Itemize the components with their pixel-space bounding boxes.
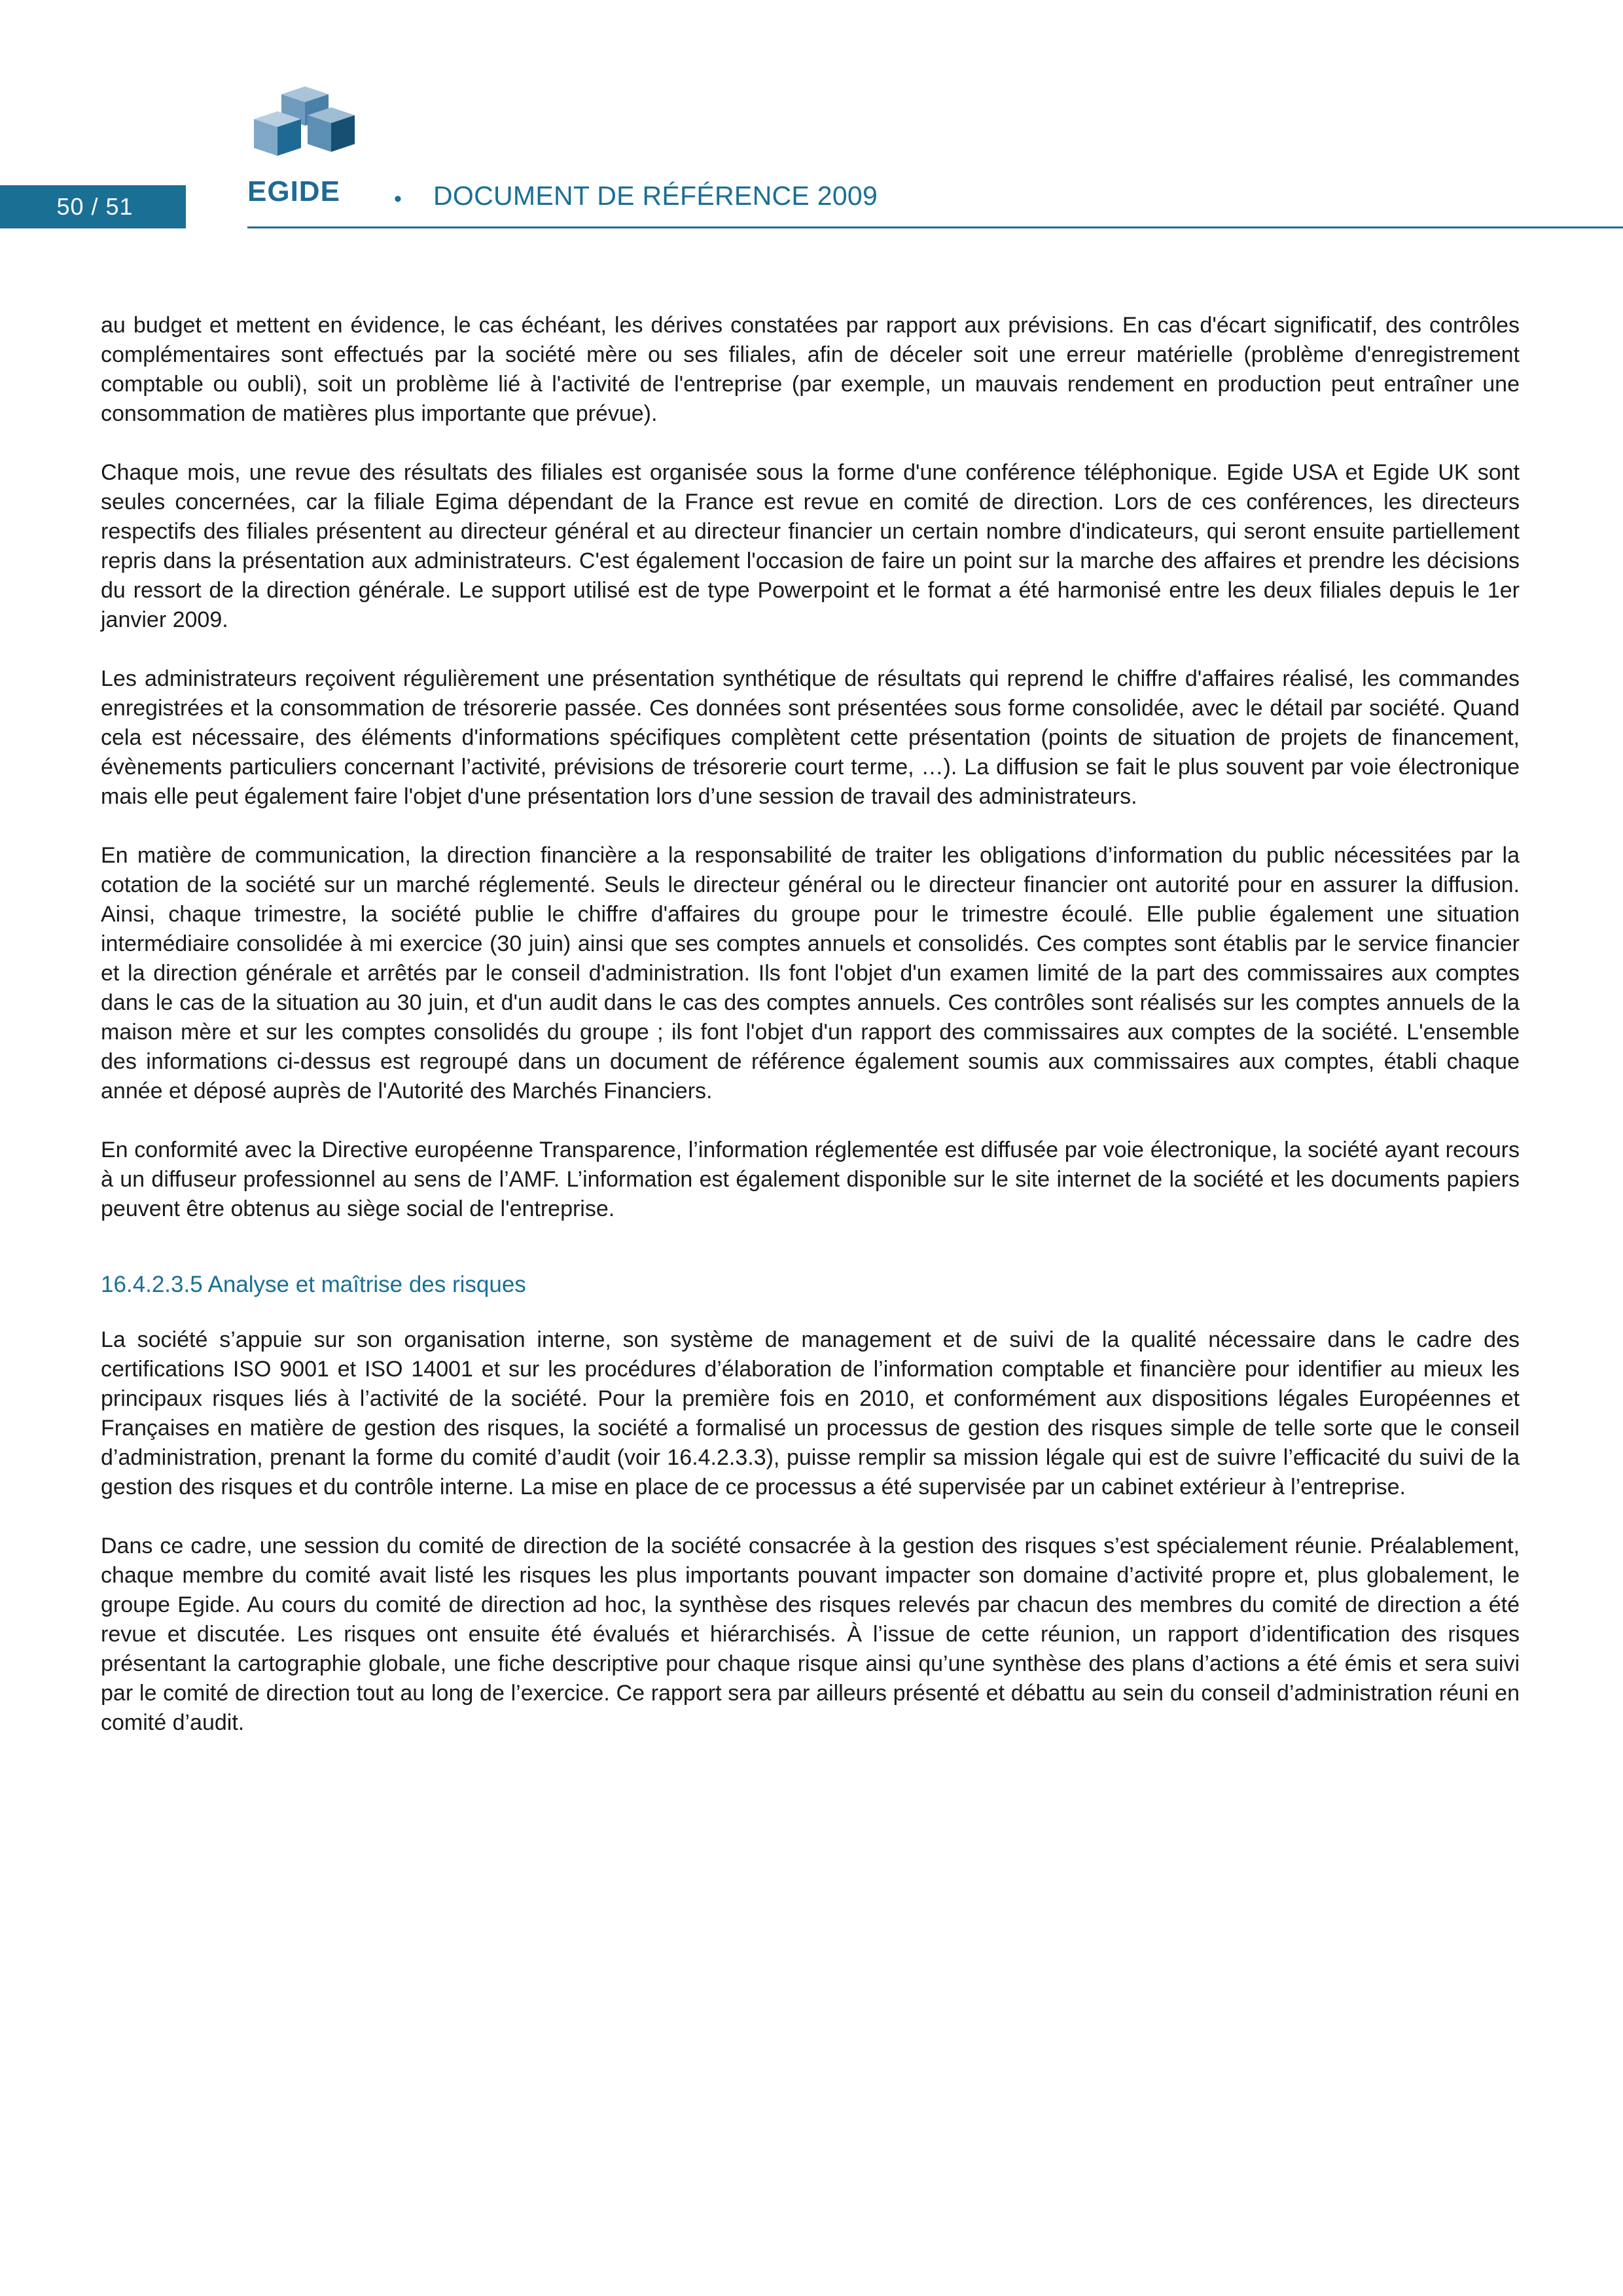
header-divider (247, 226, 1623, 228)
page-content (101, 311, 1520, 1767)
section-heading-risk-analysis: 16.4.2.3.5 Analyse et maîtrise des risques (101, 1272, 526, 1297)
cubes-logo-icon (247, 86, 368, 207)
paragraph-administrators-presentation: Les administrateurs reçoivent régulièrement une présentation synthétique de résultats qui reprend le chiffre d'affaires réalisé, les commandes enregistrées et la consommation de trésorerie passée. Ces données sont présentées sous forme consolidée, avec le détail par société. Quand cela est nécessaire, des éléments d'informations spécifiques complètent cette présentation (points de situation de projets de financement, évènements particuliers concernant l’activité, prévisions de trésorerie court terme, …). La diffusion se fait le plus souvent par voie électronique mais elle peut également faire l'objet d'une présentation lors d’une session de travail des administrateurs. (101, 666, 1520, 809)
logo-text: EGIDE (247, 175, 340, 207)
paragraph-budget-controls: au budget et mettent en évidence, le cas échéant, les dérives constatées par rapport aux prévisions. En cas d'écart significatif, des contrôles complémentaires sont effectués par la société mère ou ses filiales, afin de déceler soit une erreur matérielle (problème d'enregistrement comptable ou oubli), soit un problème lié à l'activité de l'entreprise (par exemple, un mauvais rendement en production peut entraîner une consommation de matières plus importante que prévue). (101, 313, 1520, 426)
page-number: 50 / 51 (56, 193, 134, 220)
page-number-badge (0, 185, 186, 228)
egide-logo (247, 86, 368, 207)
paragraph-risk-committee-session: Dans ce cadre, une session du comité de direction de la société consacrée à la gestion des risques s’est spécialement réunie. Préalablement, chaque membre du comité avait listé les risques les plus importants pouvant impacter son domaine d’activité propre et, plus globalement, le groupe Egide. Au cours du comité de direction ad hoc, la synthèse des risques relevés par chacun des membres du comité de direction a été revue et discutée. Les risques ont ensuite été évalués et hiérarchisés. À l’issue de cette réunion, un rapport d’identification des risques présentant la cartographie globale, une fiche descriptive pour chaque risque ainsi qu’une synthèse des plans d’actions a été émis et sera suivi par le comité de direction tout au long de l’exercice. Ce rapport sera par ailleurs présenté et débattu au sein du conseil d’administration réuni en comité d’audit. (101, 1534, 1520, 1735)
paragraph-financial-communication: En matière de communication, la direction financière a la responsabilité de traiter les obligations d’information du public nécessitées par la cotation de la société sur un marché réglementé. Seuls le directeur général ou le directeur financier ont autorité pour en assurer la diffusion. Ainsi, chaque trimestre, la société publie le chiffre d'affaires du groupe pour le trimestre écoulé. Elle publie également une situation intermédiaire consolidée à mi exercice (30 juin) ainsi que ses comptes annuels et consolidés. Ces comptes sont établis par le service financier et la direction générale et arrêtés par le conseil d'administration. Ils font l'objet d'un examen limité de la part des commissaires aux comptes dans le cas de la situation au 30 juin, et d'un audit dans le cas des comptes annuels. Ces contrôles sont réalisés sur les comptes annuels de la maison mère et sur les comptes consolidés du groupe ; ils font l'objet d'un rapport des commissaires aux comptes de la société. L'ensemble des informations ci-dessus est regroupé dans un document de référence également soumis aux commissaires aux comptes, établi chaque année et déposé auprès de l'Autorité des Marchés Financiers. (101, 843, 1520, 1103)
header-bullet: • (394, 187, 402, 211)
paragraph-monthly-review: Chaque mois, une revue des résultats des filiales est organisée sous la forme d'une conférence téléphonique. Egide USA et Egide UK sont seules concernées, car la filiale Egima dépendant de la France est revue en comité de direction. Lors de ces conférences, les directeurs respectifs des filiales présentent au directeur général et au directeur financier un certain nombre d'indicateurs, qui seront ensuite partiellement repris dans la présentation aux administrateurs. C'est également l'occasion de faire un point sur la marche des affaires et prendre les décisions du ressort de la direction générale. Le support utilisé est de type Powerpoint et le format a été harmonisé entre les deux filiales depuis le 1er janvier 2009. (101, 460, 1520, 632)
paragraph-internal-organisation: La société s’appuie sur son organisation interne, son système de management et de suivi de la qualité nécessaire dans le cadre des certifications ISO 9001 et ISO 14001 et sur les procédures d’élaboration de l’information comptable et financière pour identifier au mieux les principaux risques liés à l’activité de la société. Pour la première fois en 2010, et conformément aux dispositions légales Européennes et Françaises en matière de gestion des risques, la société a formalisé un processus de gestion des risques simple de telle sorte que le conseil d’administration, prenant la forme du comité d’audit (voir 16.4.2.3.3), puisse remplir sa mission légale qui est de suivre l’efficacité du suivi de la gestion des risques et du contrôle interne. La mise en place de ce processus a été supervisée par un cabinet extérieur à l’entreprise. (101, 1327, 1520, 1499)
document-title: DOCUMENT DE RÉFÉRENCE 2009 (433, 181, 878, 211)
paragraph-transparency-directive: En conformité avec la Directive européenne Transparence, l’information réglementée est diffusée par voie électronique, la société ayant recours à un diffuseur professionnel au sens de l’AMF. L’information est également disponible sur le site internet de la société et les documents papiers peuvent être obtenus au siège social de l'entreprise. (101, 1138, 1520, 1221)
